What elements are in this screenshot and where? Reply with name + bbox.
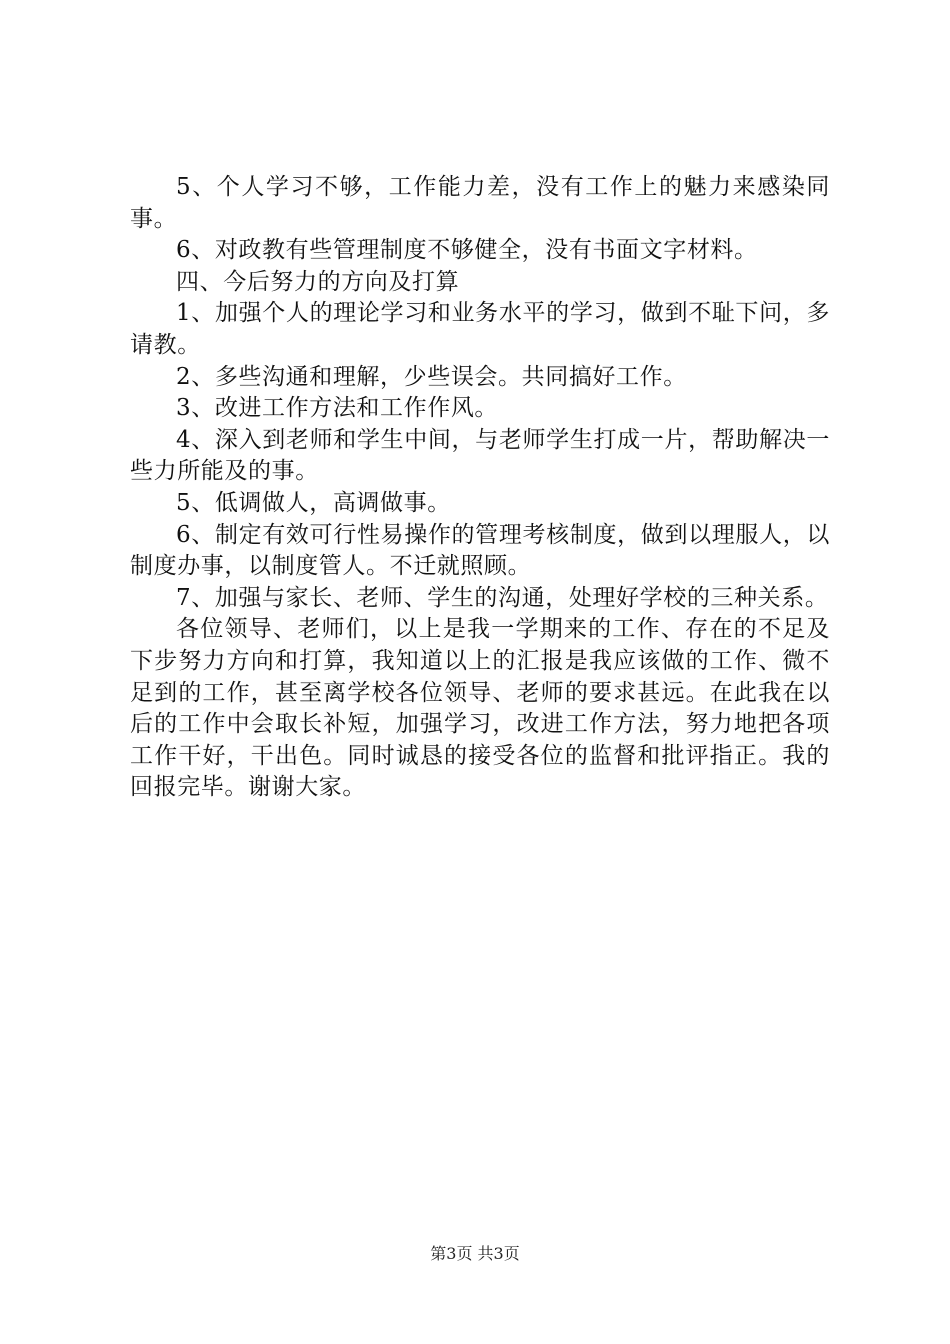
paragraph: 5、低调做人，高调做事。 [176,489,451,516]
paragraph: 2、多些沟通和理解，少些误会。共同搞好工作。 [176,363,687,390]
section-heading: 四、今后努力的方向及打算 [176,268,460,295]
paragraph: 4、深入到老师和学生中间，与老师学生打成一片，帮助解决一些力所能及的事。 [130,426,830,485]
paragraph: 6、制定有效可行性易操作的管理考核制度，做到以理服人，以制度办事，以制度管人。不迁就照顾。 [130,521,830,580]
paragraph: 7、加强与家长、老师、学生的沟通，处理好学校的三种关系。 [176,584,829,611]
document-body [130,172,830,804]
page-footer: 第3页 共3页 [430,1244,520,1263]
paragraph: 6、对政教有些管理制度不够健全，没有书面文字材料。 [176,237,758,264]
paragraph: 3、改进工作方法和工作作风。 [176,395,499,422]
paragraph: 1、加强个人的理论学习和业务水平的学习，做到不耻下问，多请教。 [130,300,830,358]
closing-paragraph: 各位领导、老师们，以上是我一学期来的工作、存在的不足及下步努力方向和打算，我知道以上的汇报是我应该做的工作、微不足到的工作，甚至离学校各位领导、老师的要求甚远。在此我在以后的工作中会取长补短，加强学习，改进工作方法，努力地把各项工作干好，干出色。同时诚恳的接受各位的监督和批评指正。我的回报完毕。谢谢大家。 [130,616,830,801]
paragraph: 5、个人学习不够，工作能力差，没有工作上的魅力来感染同事。 [130,174,830,232]
